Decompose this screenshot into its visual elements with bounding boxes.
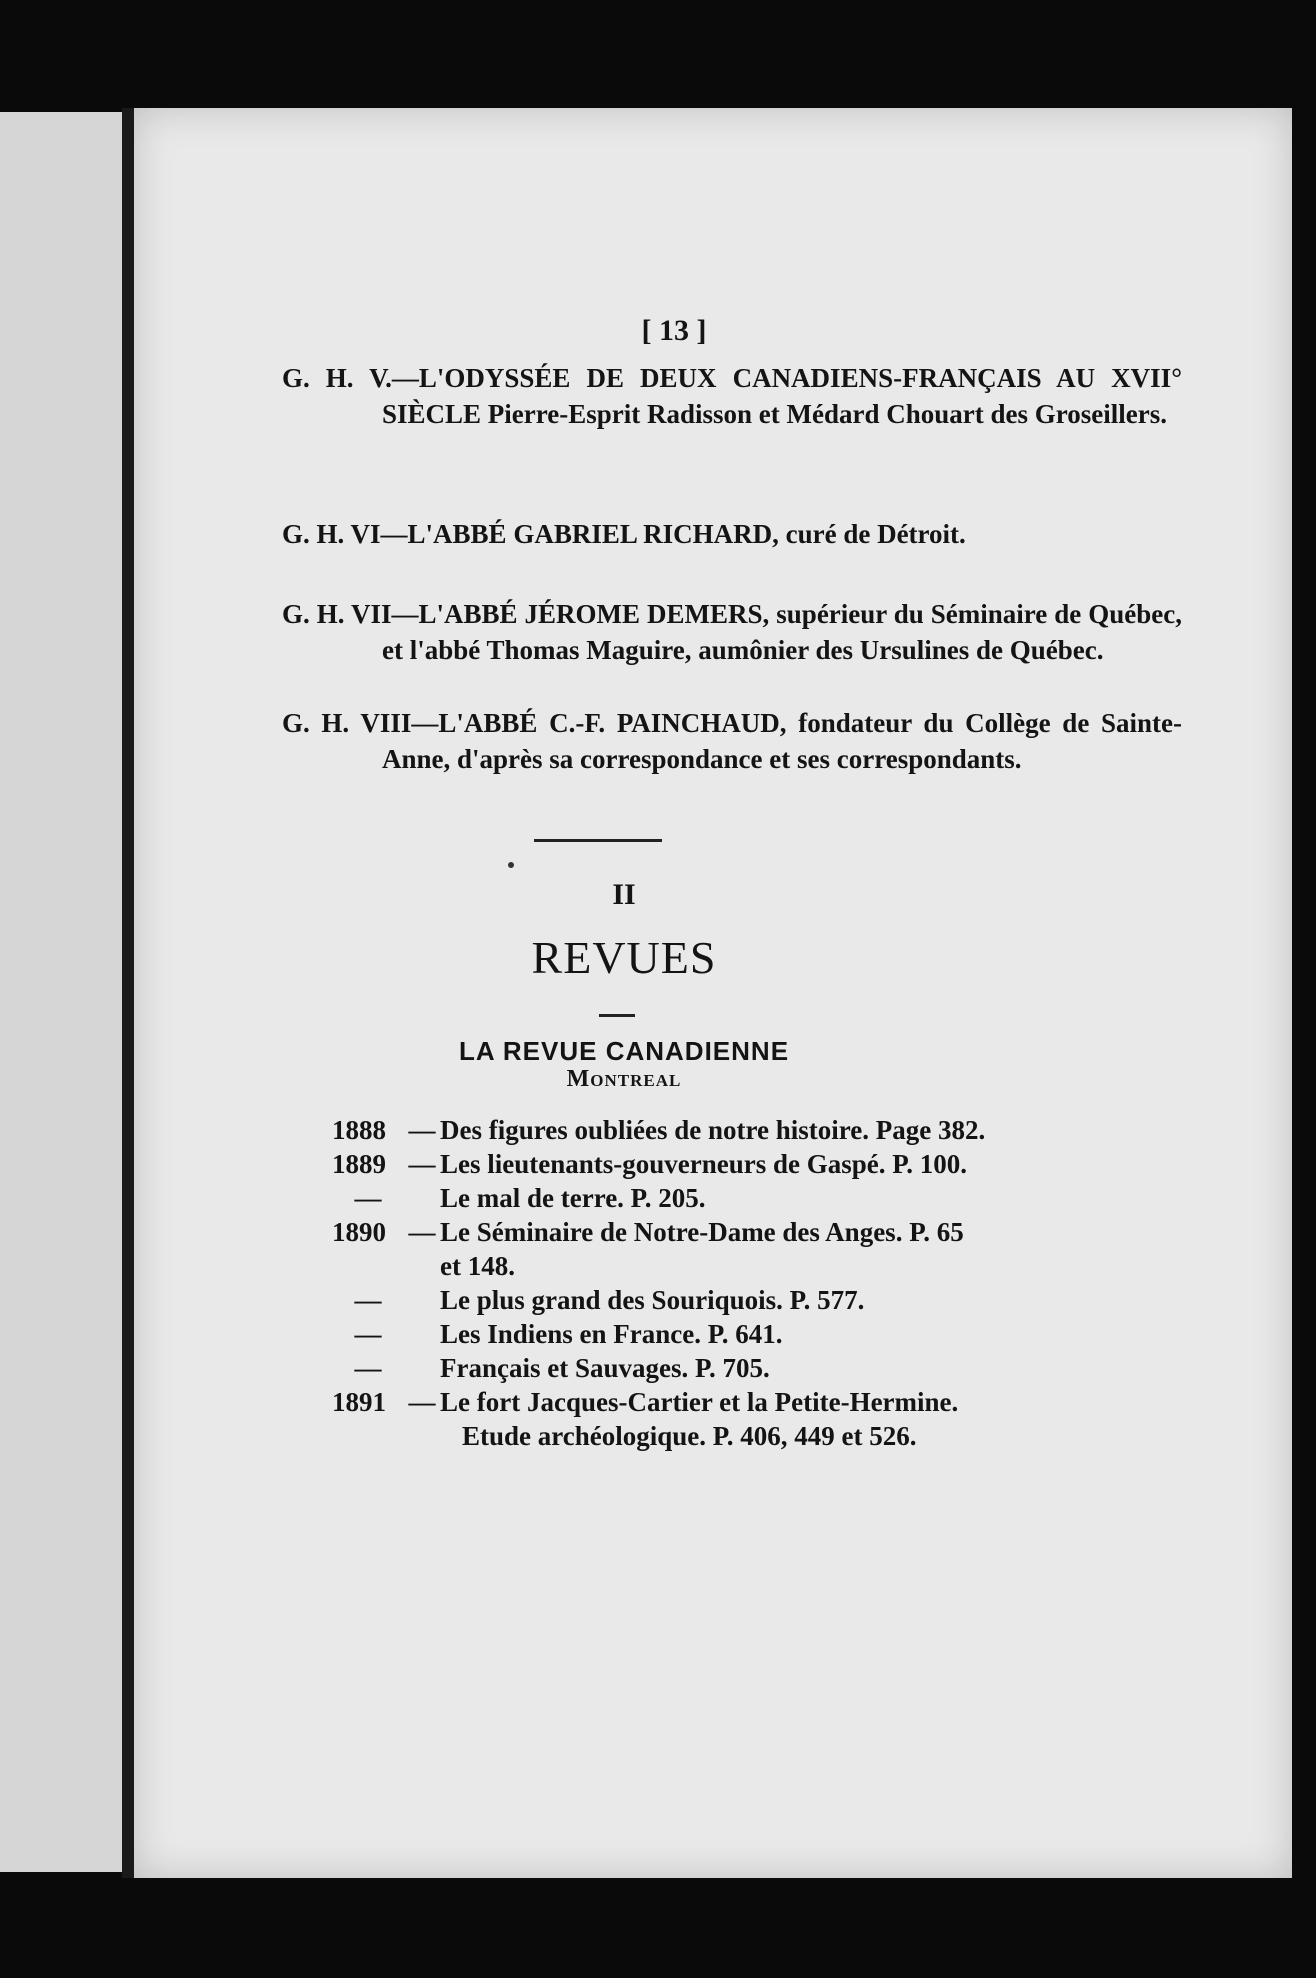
title-dash <box>599 1014 635 1017</box>
entry-text: L'ABBÉ GABRIEL RICHARD, curé de Détroit. <box>407 519 966 549</box>
article-text: Le mal de terre. P. 205. <box>440 1183 706 1213</box>
page-text-area <box>134 108 1292 1878</box>
article-text: Français et Sauvages. P. 705. <box>440 1353 770 1383</box>
article-year: 1889 <box>332 1149 386 1179</box>
article-sep <box>404 1283 440 1317</box>
article-sep: — <box>408 1217 436 1247</box>
entry-label: G. H. VIII— <box>282 708 439 738</box>
section-title: REVUES <box>531 932 717 983</box>
entry-gh-v <box>282 360 1182 432</box>
facing-page-edge <box>0 112 125 1872</box>
article-list <box>332 1113 1092 1453</box>
entry-text: L'ABBÉ JÉROME DEMERS, supérieur du Séminaire de Québec, et l'abbé Thomas Maguire, aumônier des Ursulines de Québec. <box>382 599 1182 665</box>
entry-label: G. H. V.— <box>282 363 419 393</box>
article-sep: — <box>408 1115 436 1145</box>
article-text: Le Séminaire de Notre-Dame des Anges. P. 65 <box>440 1217 964 1247</box>
article-year: 1888 <box>332 1115 386 1145</box>
section-divider <box>534 839 662 842</box>
article-text: Le fort Jacques-Cartier et la Petite-Hermine. <box>440 1387 959 1417</box>
article-year: — <box>354 1319 382 1349</box>
entry-label: G. H. VI— <box>282 519 408 549</box>
article-text: Des figures oubliées de notre histoire. Page 382. <box>440 1115 986 1145</box>
section-number: II <box>612 878 636 911</box>
article-sep: — <box>408 1387 436 1417</box>
article-sep <box>404 1181 440 1215</box>
entry-gh-vi <box>282 516 1182 552</box>
list-item-continuation <box>332 1249 1092 1283</box>
entry-gh-vii <box>282 596 1182 668</box>
article-sep <box>404 1351 440 1385</box>
list-item <box>332 1283 1092 1317</box>
list-item <box>332 1181 1092 1215</box>
document-page <box>134 108 1292 1878</box>
book-gutter <box>122 108 134 1878</box>
list-item <box>332 1147 1092 1181</box>
list-item <box>332 1317 1092 1351</box>
article-year: 1891 <box>332 1387 386 1417</box>
review-title: LA REVUE CANADIENNE <box>458 1036 790 1066</box>
article-year: — <box>354 1285 382 1315</box>
list-item-continuation <box>332 1419 1092 1453</box>
article-text: Les lieutenants-gouverneurs de Gaspé. P. 100. <box>440 1149 968 1179</box>
list-item <box>332 1385 1092 1419</box>
list-item <box>332 1215 1092 1249</box>
review-place: Montreal <box>566 1066 682 1092</box>
article-sep: — <box>408 1149 436 1179</box>
article-year: — <box>354 1183 382 1213</box>
ink-speck <box>508 862 514 868</box>
page-number: [ 13 ] <box>641 314 707 347</box>
entry-text: L'ABBÉ C.-F. PAINCHAUD, fondateur du Collège de Sainte-Anne, d'après sa correspondance et ses correspondants. <box>382 708 1182 774</box>
article-text: Etude archéologique. P. 406, 449 et 526. <box>462 1421 917 1451</box>
article-text: Les Indiens en France. P. 641. <box>440 1319 783 1349</box>
article-text: et 148. <box>440 1251 515 1281</box>
article-sep <box>404 1317 440 1351</box>
entry-text: L'ODYSSÉE DE DEUX CANADIENS-FRANÇAIS AU XVII° SIÈCLE Pierre-Esprit Radisson et Médard Chouart des Groseillers. <box>382 363 1182 429</box>
article-year: — <box>354 1353 382 1383</box>
entry-label: G. H. VII— <box>282 599 419 629</box>
list-item <box>332 1351 1092 1385</box>
article-text: Le plus grand des Souriquois. P. 577. <box>440 1285 865 1315</box>
entry-gh-viii <box>282 705 1182 777</box>
article-year: 1890 <box>332 1217 386 1247</box>
list-item <box>332 1113 1092 1147</box>
